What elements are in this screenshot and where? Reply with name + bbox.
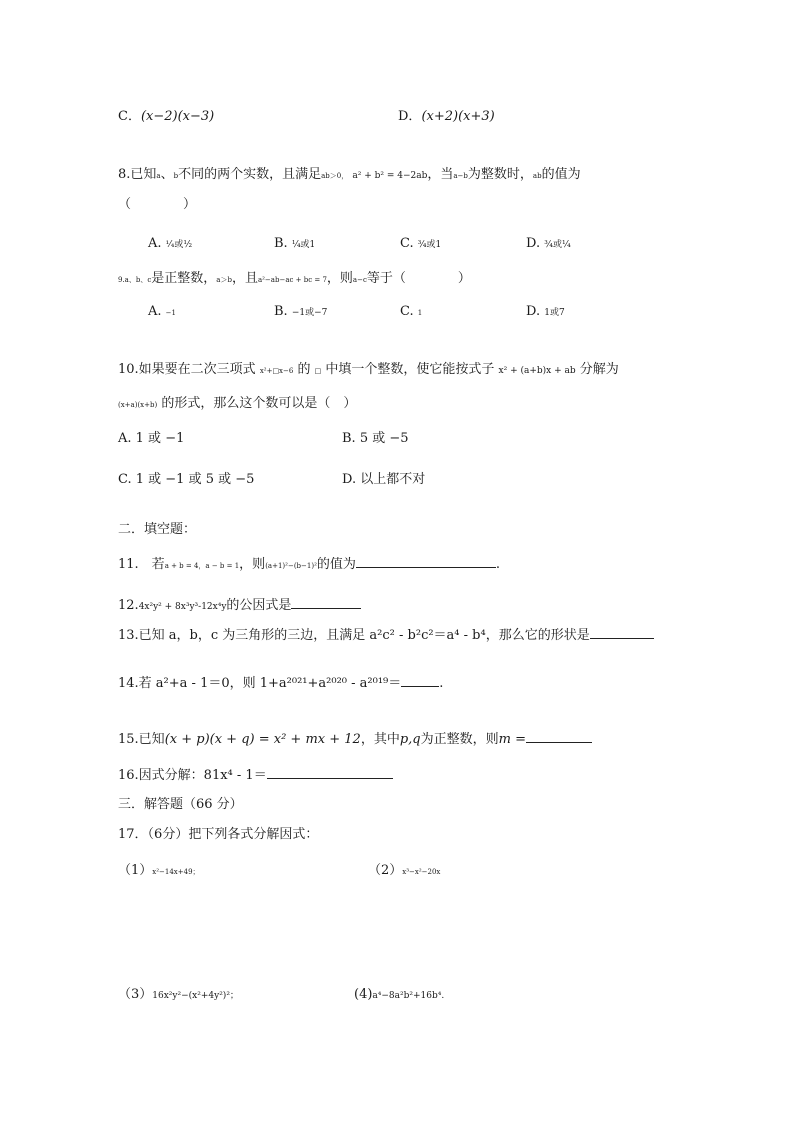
q12-answer-blank [291,597,361,609]
q16: 16.因式分解：81x⁴ - 1＝ [118,767,393,782]
q7-option-c: C．(x−2)(x−3) [118,109,215,124]
q9-option-d: D. 1或7 [526,304,565,319]
q9-option-b: B. −1或−7 [274,304,328,319]
q10-stem-line2: (x+a)(x+b) 的形式，那么这个数可以是（ ） [118,396,357,411]
q7-option-c-expr: (x−2)(x−3) [140,109,215,124]
q8-option-c: C. ¾或1 [400,236,442,251]
q14-answer-blank [401,675,439,687]
q10-option-d: D. 以上都不对 [342,472,426,487]
q15-answer-blank [526,731,592,743]
q8-option-a: A. ¹⁄₄或½ [148,236,193,251]
q13-answer-blank [590,627,654,639]
q17-part2: （2）x³−x²−20x [368,863,441,878]
section-solve-heading: 三．解答题（66 分） [118,797,243,812]
q10-option-b: B. 5 或 −5 [342,431,409,446]
q16-answer-blank [267,767,393,779]
q17-part3: （3）16x²y²−(x²+4y²)²； [118,987,239,1002]
q9-stem: 9.a、b、c是正整数，a＞b，且a²−ab−ac + bc = 7，则a−c等于（ ） [118,271,471,286]
q17-part1: （1）x²−14x+49； [118,863,200,878]
q12: 12.4x²y² + 8x³y³-12x⁴y的公因式是 [118,597,361,612]
q10-option-a: A. 1 或 −1 [118,431,185,446]
q8-option-b: B. ¼或1 [274,236,316,251]
q15: 15.已知(x + p)(x + q) = x² + mx + 12，其中p,q为正整数，则m = [118,731,592,746]
q17-title: 17．（6分）把下列各式分解因式： [118,827,319,842]
q9-option-c: C. 1 [400,304,423,319]
q9-option-a: A. −1 [148,304,176,319]
q10-option-c: C. 1 或 −1 或 5 或 −5 [118,472,255,487]
q8-stem: 8.已知a、b不同的两个实数，且满足ab＞0， a² + b² = 4−2ab，当a−b为整数时，ab的值为 [118,167,581,182]
q10-stem-line1: 10.如果要在二次三项式 x²+□x−6 的 □ 中填一个整数，使它能按式子 x² + (a+b)x + ab 分解为 [118,362,619,377]
q17-part4: (4)a⁴−8a²b²+16b⁴. [354,987,445,1002]
q11: 11. 若a + b = 4，a − b = 1，则(a+1)²−(b−1)²的值为 . [118,557,501,572]
section-fill-in-heading: 二．填空题： [118,522,197,537]
q13: 13.已知 a，b，c 为三角形的三边，且满足 a²c² - b²c²＝a⁴ - b⁴，那么它的形状是 [118,627,654,642]
q7-option-d: D．(x+2)(x+3) [398,109,495,124]
q7-option-d-expr: (x+2)(x+3) [421,109,495,124]
q11-answer-blank [356,556,496,568]
q8-answer-paren: （ ） [118,197,197,212]
q14: 14.若 a²+a - 1＝0，则 1+a²⁰²¹+a²⁰²⁰ - a²⁰¹⁹＝ . [118,676,444,691]
q8-option-d: D. ¾或¼ [526,236,571,251]
